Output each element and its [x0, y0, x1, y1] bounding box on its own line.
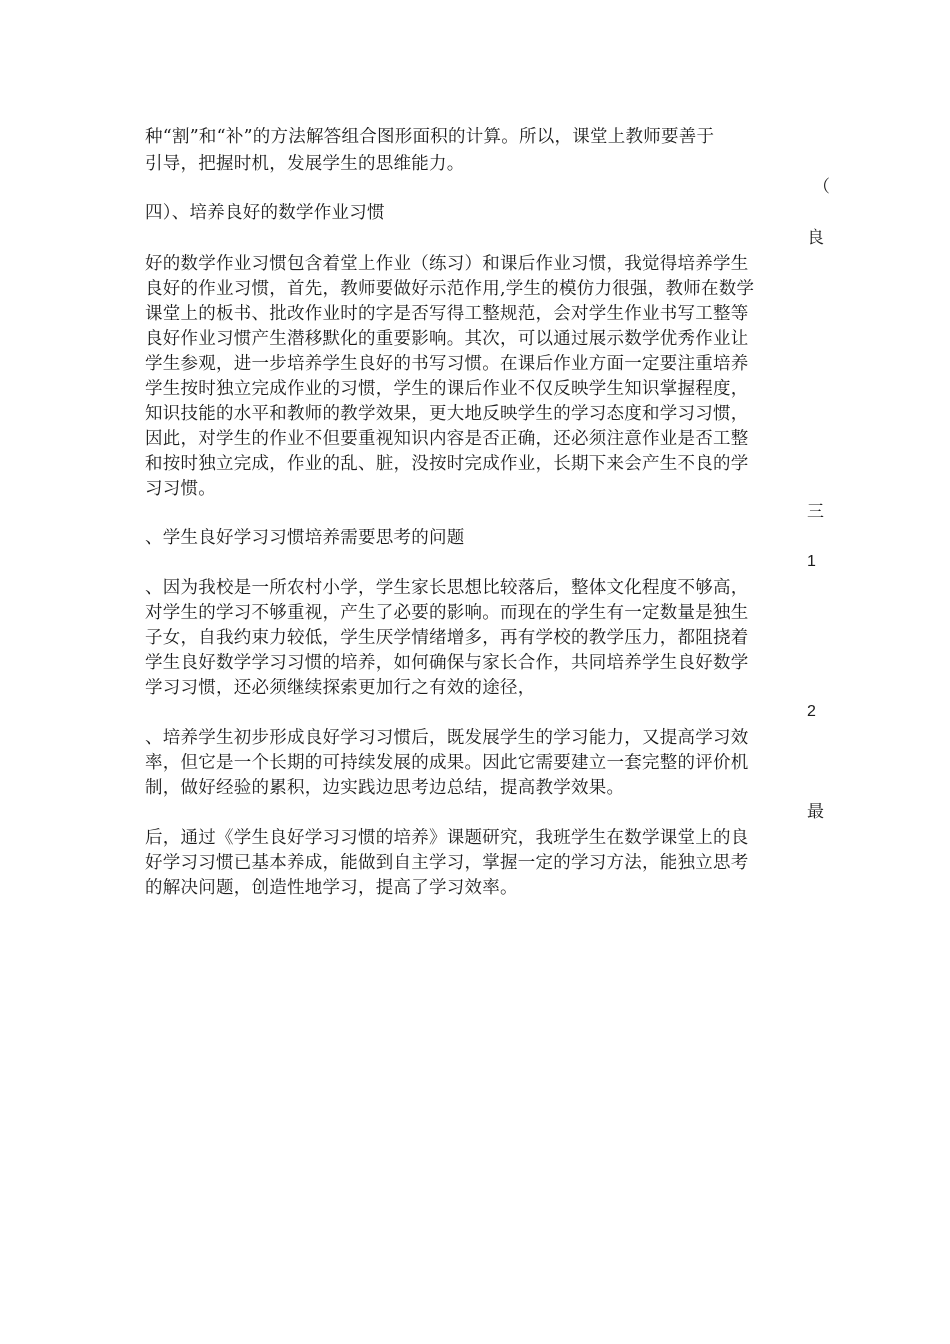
paragraph-line: 学生良好数学学习习惯的培养，如何确保与家长合作，共同培养学生良好数学	[145, 653, 749, 673]
paragraph-line: 良好作业习惯产生潜移默化的重要影响。其次，可以通过展示数学优秀作业让	[145, 329, 749, 349]
paragraph-line: 的解决问题，创造性地学习，提高了学习效率。	[145, 878, 518, 898]
paragraph-line: 习习惯。	[145, 479, 216, 499]
section-marker-liang: 良	[807, 228, 824, 248]
paragraph-line: 课堂上的板书、批改作业时的字是否写得工整规范，会对学生作业书写工整等	[145, 304, 749, 324]
section-heading: 四）、培养良好的数学作业习惯	[145, 203, 385, 223]
paragraph-line: 学生参观，进一步培养学生良好的书写习惯。在课后作业方面一定要注重培养	[145, 354, 749, 374]
paragraph-line: 率，但它是一个长期的可持续发展的成果。因此它需要建立一套完整的评价机	[145, 753, 749, 773]
paragraph-line: 引导，把握时机，发展学生的思维能力。	[145, 154, 465, 174]
paragraph-line: 对学生的学习不够重视，产生了必要的影响。而现在的学生有一定数量是独生	[145, 603, 749, 623]
paragraph-line: 好的数学作业习惯包含着堂上作业（练习）和课后作业习惯，我觉得培养学生	[145, 254, 749, 274]
paragraph-line: 子女，自我约束力较低，学生厌学情绪增多，再有学校的教学压力，都阻挠着	[145, 628, 749, 648]
paragraph-line: 良好的作业习惯，首先，教师要做好示范作用,学生的模仿力很强，教师在数学	[145, 279, 755, 299]
section-heading: 、学生良好学习习惯培养需要思考的问题	[145, 528, 465, 548]
paragraph-line: 、因为我校是一所农村小学，学生家长思想比较落后，整体文化程度不够高，	[145, 578, 749, 598]
paragraph-line: 、培养学生初步形成良好学习习惯后，既发展学生的学习能力，又提高学习效	[145, 728, 749, 748]
paragraph-line: 种“割”和“补”的方法解答组合图形面积的计算。所以，课堂上教师要善于	[145, 127, 715, 147]
item-number-2: 2	[807, 703, 816, 720]
paragraph-line: 学习习惯，还必须继续探索更加行之有效的途径，	[145, 678, 536, 698]
paragraph-line: 和按时独立完成，作业的乱、脏，没按时完成作业，长期下来会产生不良的学	[145, 454, 749, 474]
section-marker-open-paren: （	[813, 177, 830, 197]
section-marker-zui: 最	[807, 802, 824, 822]
paragraph-line: 制，做好经验的累积，边实践边思考边总结，提高教学效果。	[145, 778, 625, 798]
item-number-1: 1	[807, 553, 816, 570]
paragraph-line: 学生按时独立完成作业的习惯，学生的课后作业不仅反映学生知识掌握程度，	[145, 379, 749, 399]
paragraph-line: 后，通过《学生良好学习习惯的培养》课题研究，我班学生在数学课堂上的良	[145, 828, 749, 848]
paragraph-line: 知识技能的水平和教师的教学效果，更大地反映学生的学习态度和学习习惯，	[145, 404, 749, 424]
section-marker-san: 三	[807, 502, 824, 522]
paragraph-line: 因此，对学生的作业不但要重视知识内容是否正确，还必须注意作业是否工整	[145, 429, 749, 449]
paragraph-line: 好学习习惯已基本养成，能做到自主学习，掌握一定的学习方法，能独立思考	[145, 853, 749, 873]
